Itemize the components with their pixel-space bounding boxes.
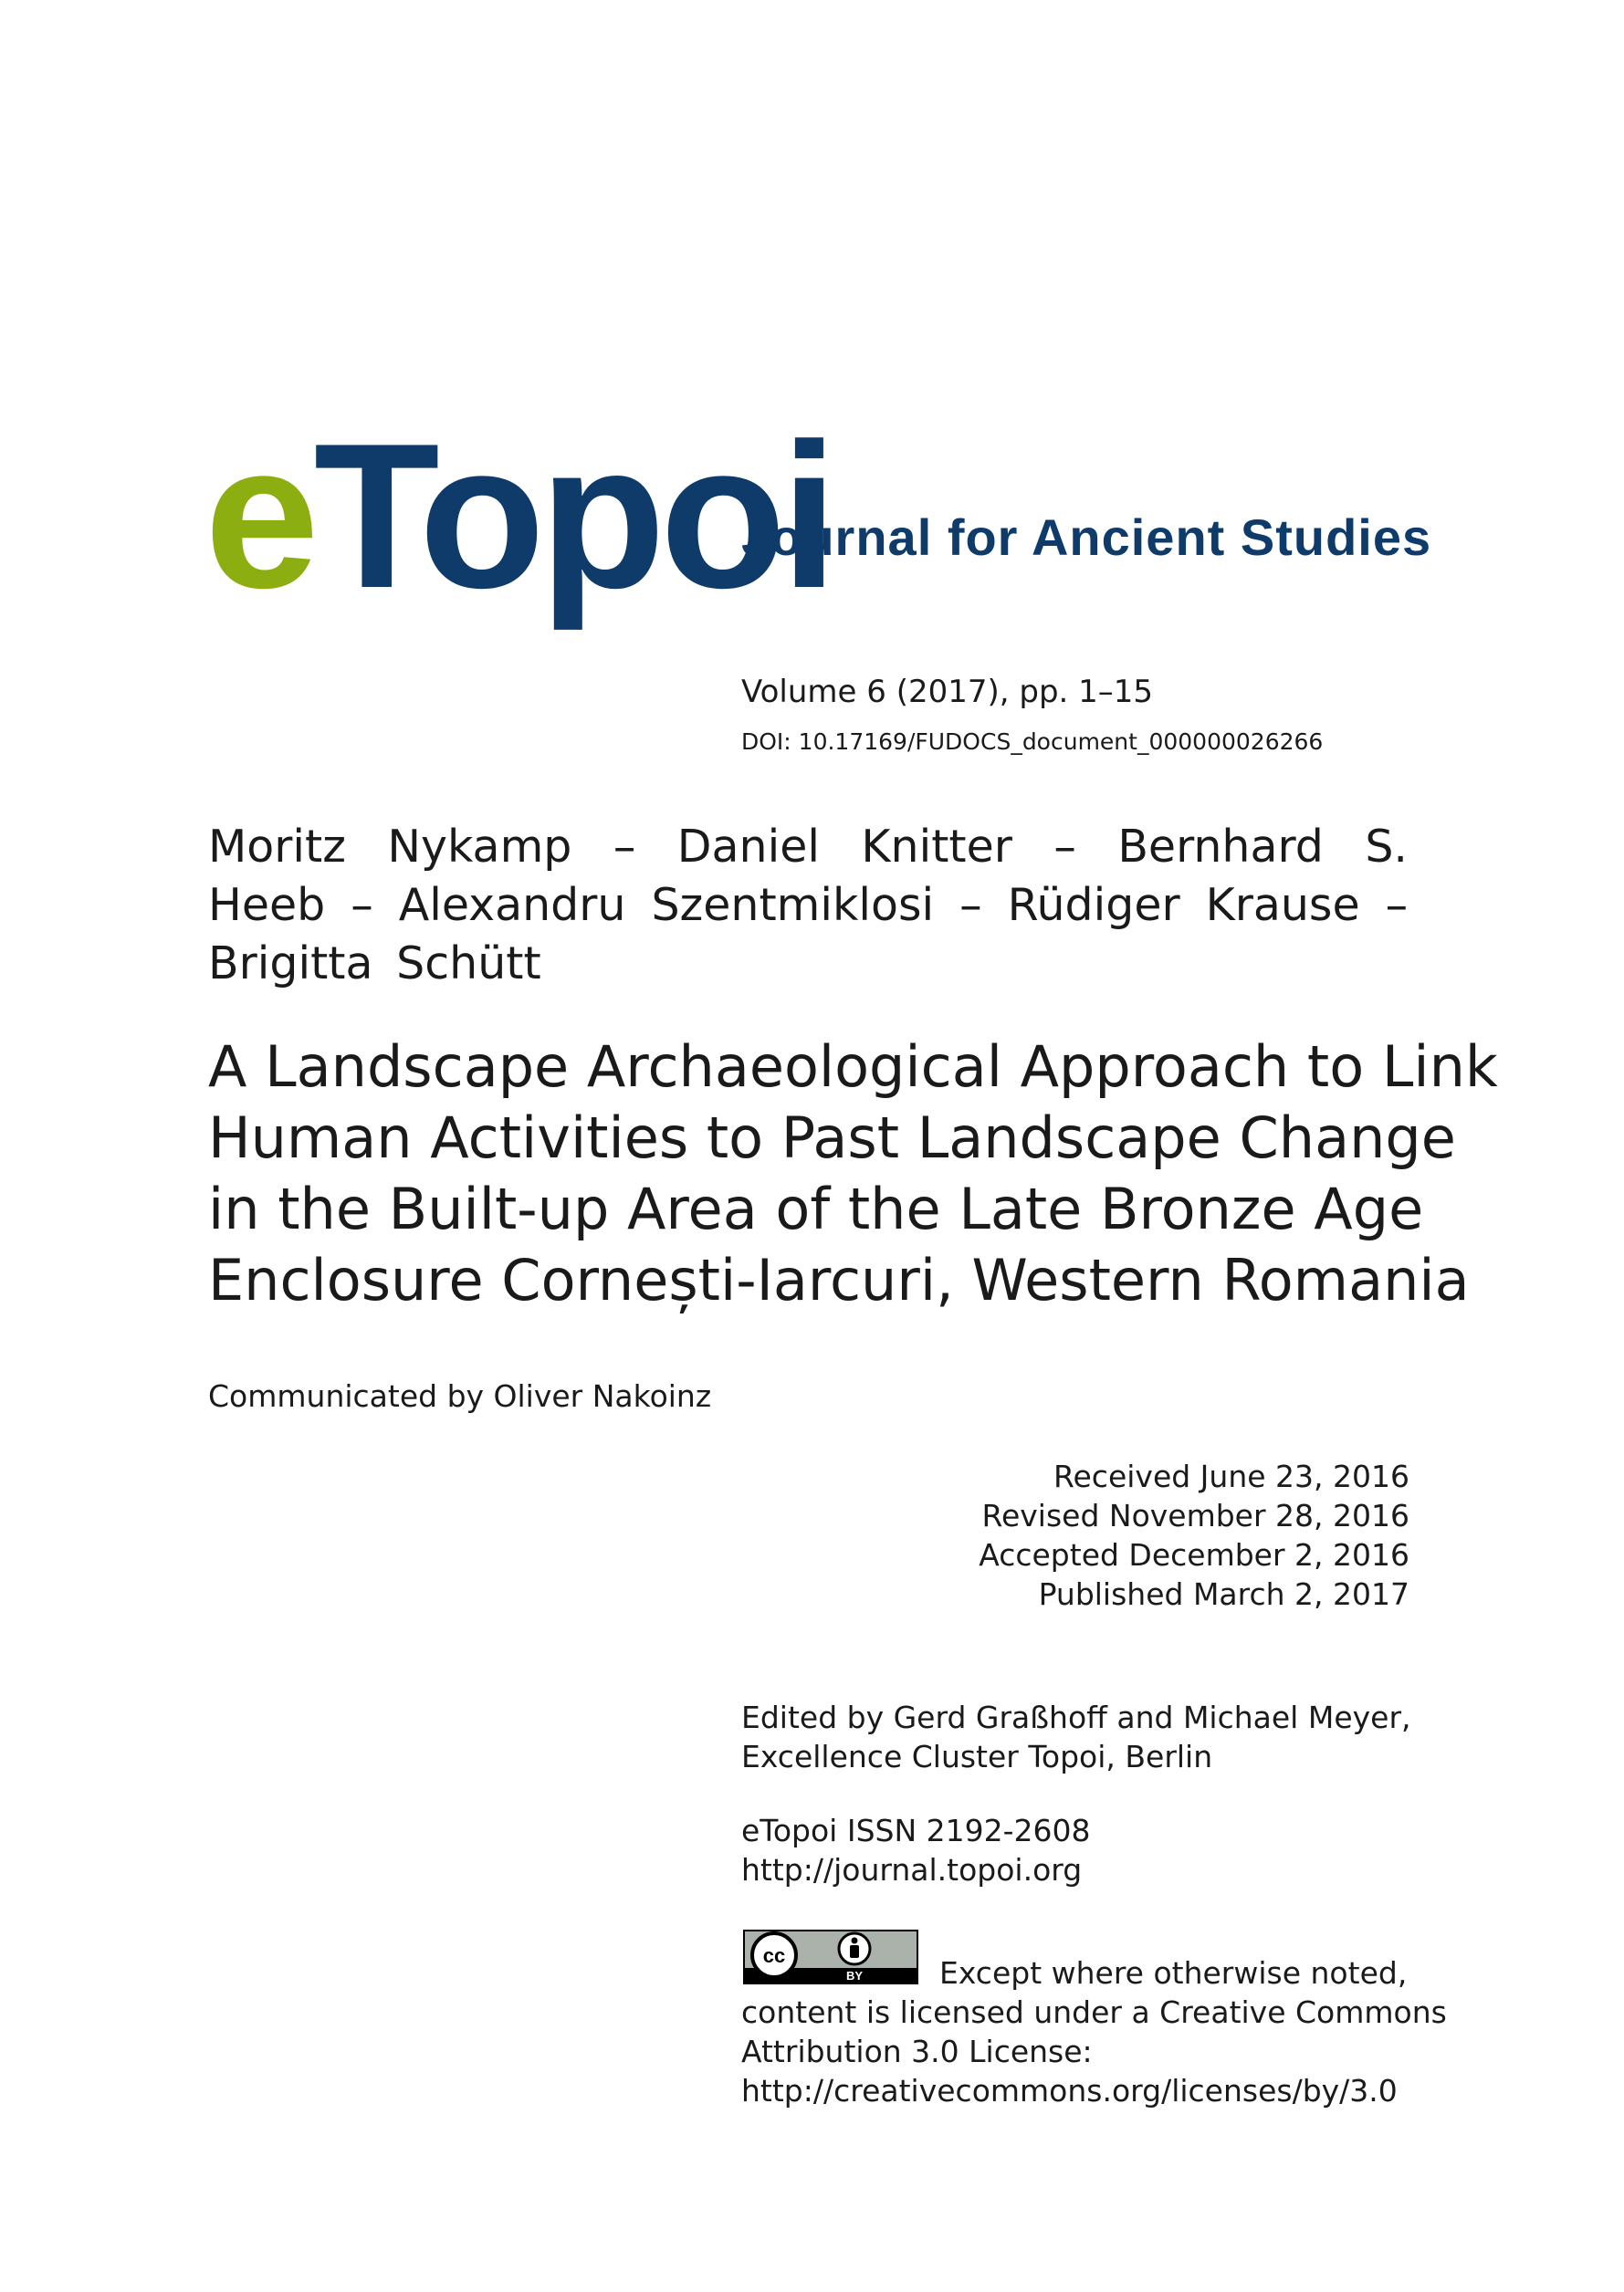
title-line: Human Activities to Past Landscape Change <box>208 1104 1456 1171</box>
journal-name: Journal for Ancient Studies <box>741 508 1432 566</box>
logo-e: e <box>204 400 314 631</box>
title-line: in the Built-up Area of the Late Bronze Age <box>208 1176 1424 1242</box>
logo-topoi: Topoi <box>313 400 833 631</box>
license-text <box>741 1953 1447 2110</box>
author-separator: – <box>613 821 636 873</box>
author-separator: – <box>1053 821 1076 873</box>
by-badge-text: BY <box>845 1969 864 1983</box>
date-accepted: Accepted December 2, 2016 <box>979 1537 1409 1573</box>
author: Daniel Knitter <box>676 821 1012 873</box>
article-title <box>208 1031 1498 1316</box>
author: Bernhard S. Heeb <box>208 821 1408 931</box>
author: Alexandru Szentmiklosi <box>398 879 935 931</box>
issn-block <box>741 1811 1091 1889</box>
publication-dates <box>979 1457 1409 1614</box>
date-published: Published March 2, 2017 <box>1038 1576 1409 1612</box>
license-line: Except where otherwise noted, <box>939 1955 1408 1991</box>
title-line: A Landscape Archaeological Approach to Link <box>208 1033 1498 1100</box>
issn: eTopoi ISSN 2192-2608 <box>741 1813 1091 1848</box>
date-received: Received June 23, 2016 <box>1053 1459 1409 1494</box>
author-separator: – <box>1385 879 1409 931</box>
date-revised: Revised November 28, 2016 <box>981 1498 1409 1533</box>
author: Rüdiger Krause <box>1007 879 1360 931</box>
license-line: content is licensed under a Creative Commons <box>741 1994 1447 2030</box>
edited-by <box>741 1698 1411 1776</box>
doi: DOI: 10.17169/FUDOCS_document_000000026266 <box>741 728 1324 755</box>
license-url[interactable]: http://creativecommons.org/licenses/by/3.0 <box>741 2073 1398 2109</box>
author-separator: – <box>351 879 373 931</box>
author-separator: – <box>959 879 982 931</box>
edited-line: Edited by Gerd Graßhoff and Michael Meyer, <box>741 1700 1411 1735</box>
author: Brigitta Schütt <box>208 937 541 989</box>
edited-line: Excellence Cluster Topoi, Berlin <box>741 1739 1213 1774</box>
journal-logo <box>204 400 833 631</box>
title-line: Enclosure Cornești-Iarcuri, Western Romania <box>208 1247 1470 1313</box>
journal-url[interactable]: http://journal.topoi.org <box>741 1852 1083 1888</box>
volume-info: Volume 6 (2017), pp. 1–15 <box>741 674 1154 710</box>
license-line: Attribution 3.0 License: <box>741 2034 1093 2069</box>
author-list <box>208 818 1408 993</box>
author: Moritz Nykamp <box>208 821 572 873</box>
cc-badge-text: cc <box>762 1944 786 1967</box>
communicated-by: Communicated by Oliver Nakoinz <box>208 1378 712 1414</box>
